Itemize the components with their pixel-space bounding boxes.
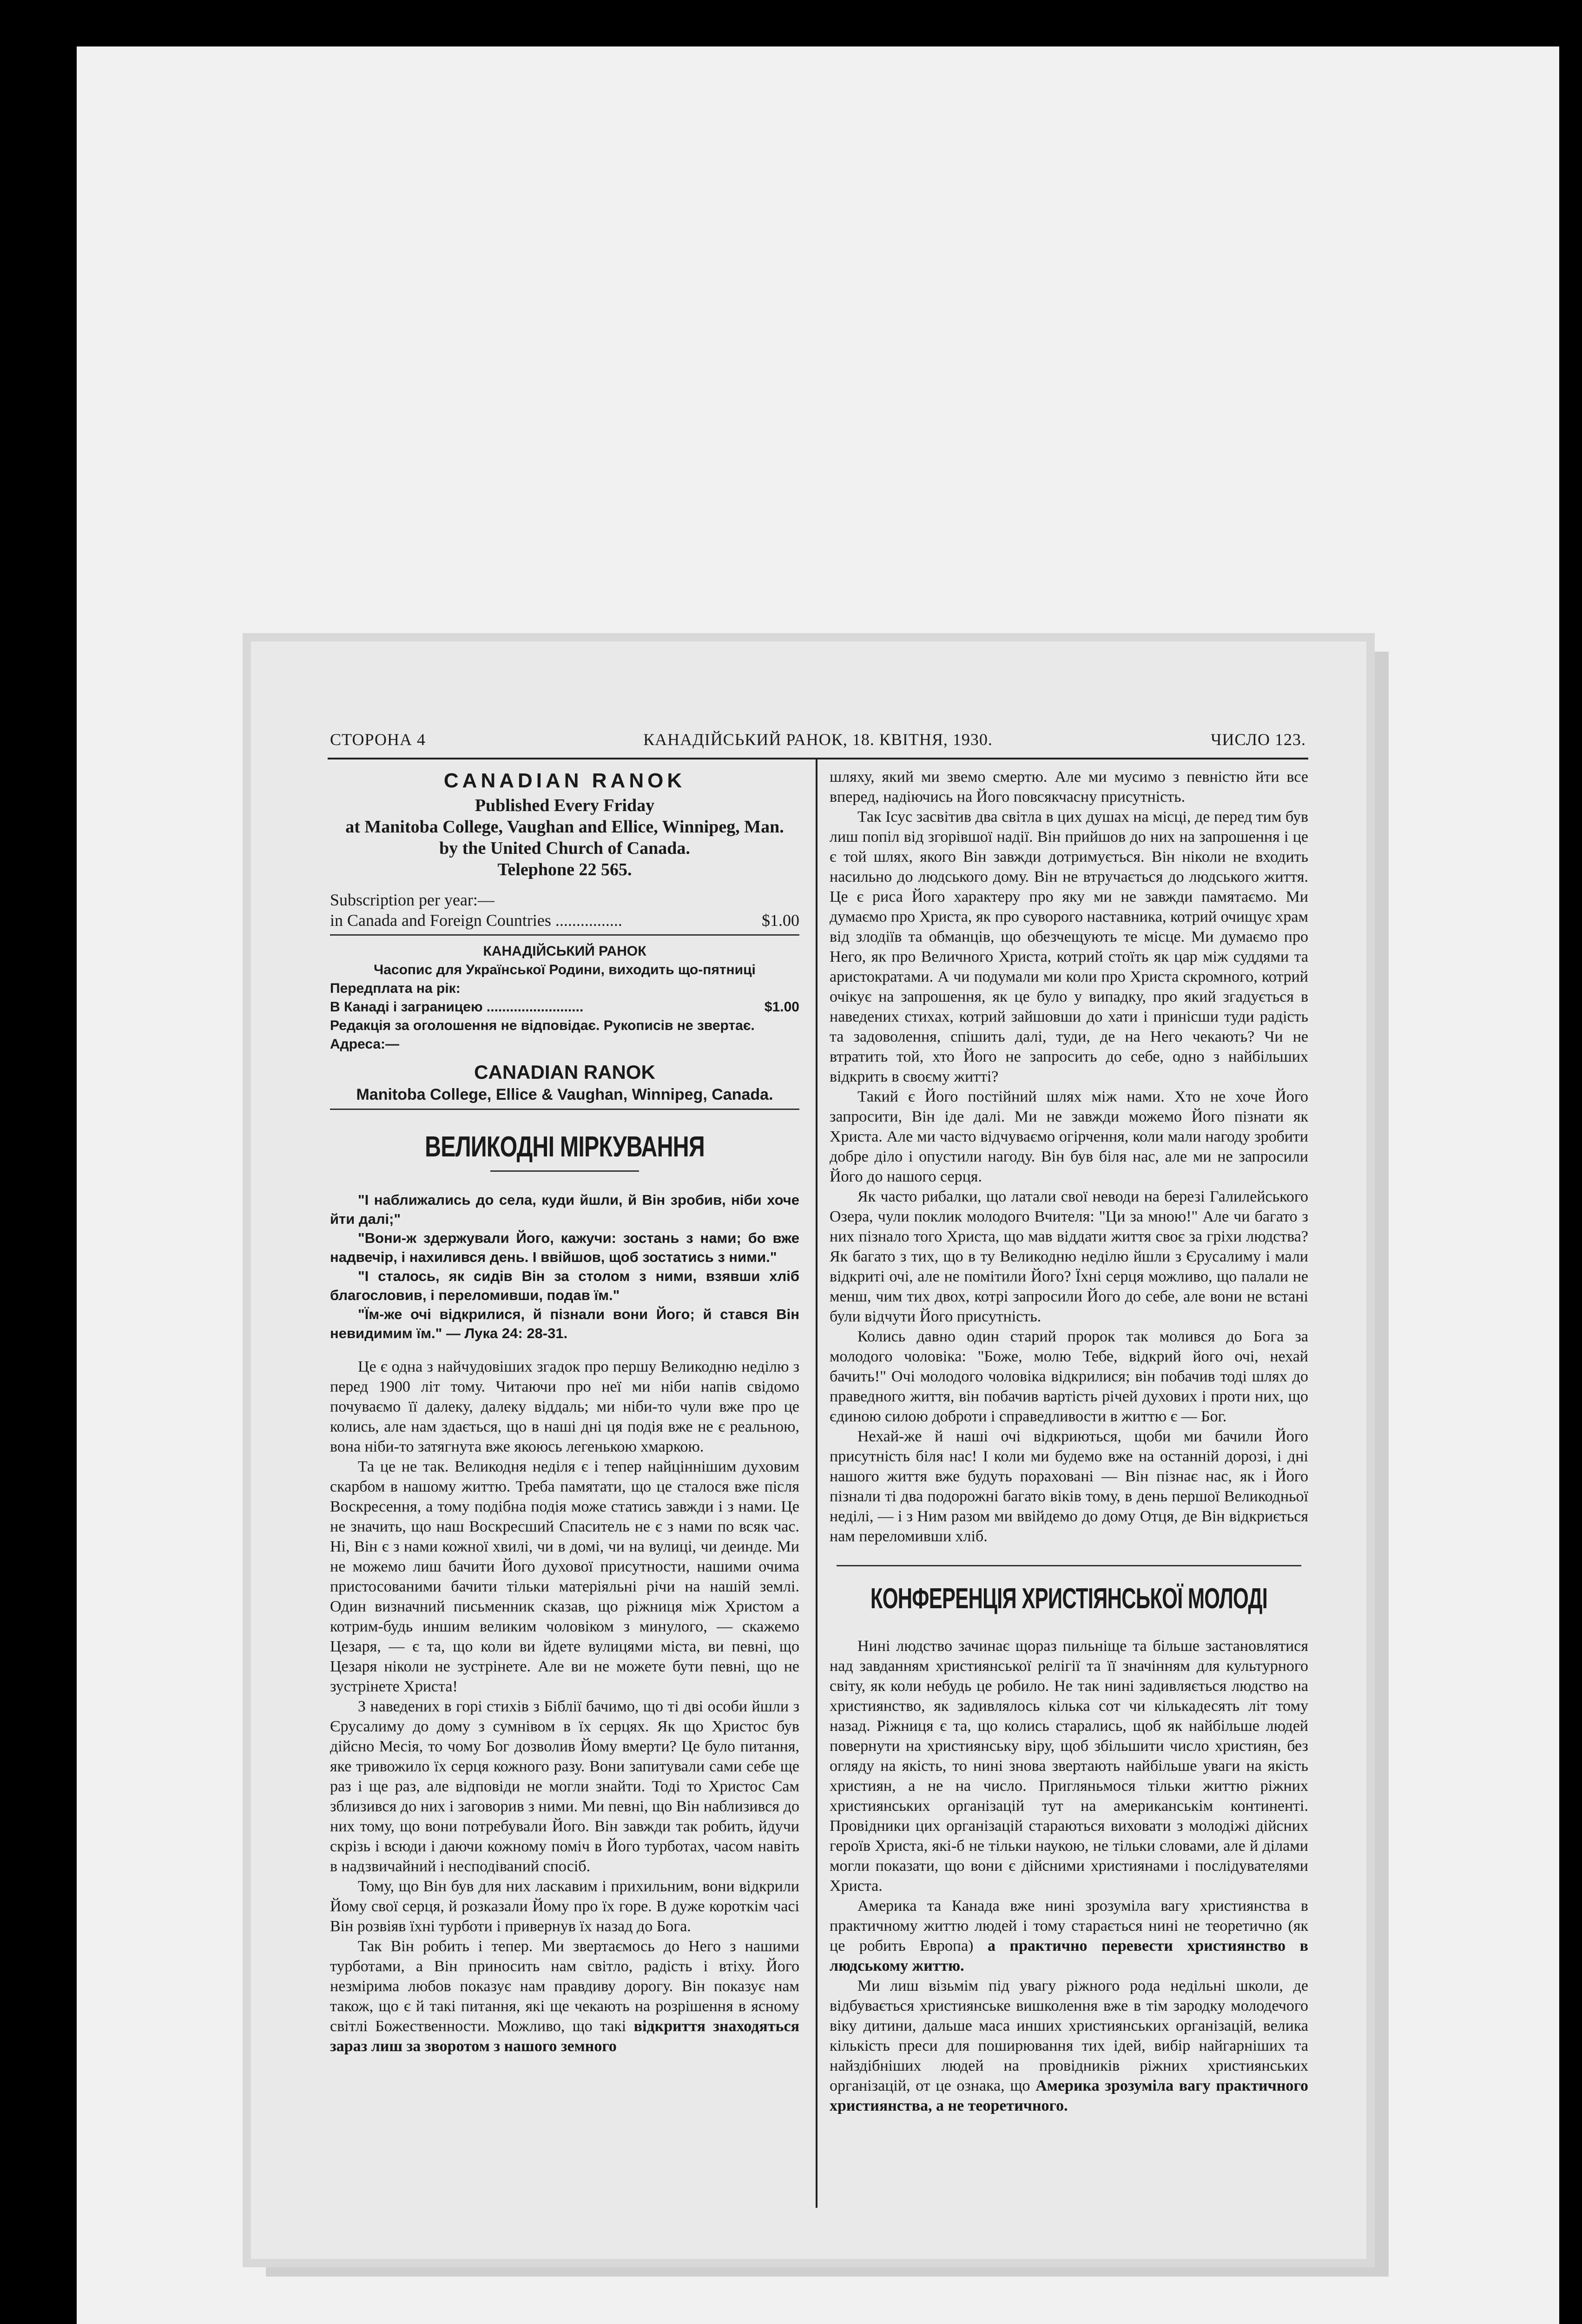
contact-title: CANADIAN RANOK <box>474 1061 655 1083</box>
masthead-rule <box>330 934 799 936</box>
article1-paragraph: Та це не так. Великодня неділя є і тепер найціннішим духовим скарбом в нашому життю. Треба памятати, що це сталося вже після Воскресення, а тому подібна подія може статись завжди і з нами. Це не значить, що наш Воскресший Спаситель не є з нами по всяк час. Ні, Він є з нами кожної хвилі, чи в домі, чи на вулиці, чи деинде. Ми не можемо лиш бачити Його духової присутности, нашими очима пристосованими бачити тільки матеріяльні річи на нашій землі. Один визначний письменник сказав, що ріжниця між Христом а котрим-будь иншим великим чоловіком з минулого, — скажемо Цезаря, — є та, що коли ви йдете вулицями міста, ви певні, що Цезаря ніколи не зустрінете. Але ви не можете бути певні, що не зустрінете Христа! <box>330 1458 799 1695</box>
article2-paragraph <box>830 1976 1308 2116</box>
article2-paragraph <box>830 1896 1308 1976</box>
masthead-telephone: Telephone 22 565. <box>497 860 632 879</box>
masthead-address-1: at Manitoba College, Vaughan and Ellice, Winnipeg, Man. <box>345 817 784 837</box>
header-paper-date: КАНАДІЙСЬКИЙ РАНОК, 18. КВІТНЯ, 1930. <box>643 730 993 749</box>
contact-rule <box>330 1109 799 1110</box>
article1-paragraph: З наведених в горі стихів з Біблії бачимо, що ті дві особи йшли з Єрусалиму до дому з сумнівом в їх серцях. Як що Христос був дійсно Месія, то чому Бог дозволив Йому вмерти? Це було питання, яке тривожило їх серця кожного разу. Вони запитували сами себе ще раз і ще раз, але відповіди не могли знайти. Тоді то Христос Сам зблизився до них і заговорив з ними. Ми певні, що Він наблизився до них тому, що вони потребували Його. Він завжди так робить, йдучи скрізь і всюди і даючи кожному поміч в Його турботах, часом навіть в надзвичайний і несподіваний спосіб. <box>330 1698 799 1875</box>
ua-prepay-price: $1.00 <box>764 999 799 1015</box>
english-masthead <box>330 767 799 880</box>
header-issue-number: ЧИСЛО 123. <box>1211 730 1306 749</box>
article2-paragraph-bold: а практично перевести християнство в людському життю. <box>830 1937 1308 1974</box>
epigraph-verse-4: "Їм-же очі відкрилися, й пізнали вони Його; й стався Він невидимим їм." — Лука 24: 28-31. <box>330 1306 799 1341</box>
article2-paragraph-bold: Америка зрозуміла вагу практичного християнства, а не теоретичного. <box>830 2077 1309 2114</box>
header-rule <box>328 758 1308 759</box>
ua-editorial-note: Редакція за оголошення не відповідає. Рукописів не звертає. <box>330 1018 755 1033</box>
article1-paragraph: Нехай-же й наші очі відкриються, щоби ми бачили Його присутність біля нас! І коли ми будемо вже на останній дорозі, і дні нашого життя вже будуть пораховані — Він пізнає нас, як і Його пізнали ті два подорожні багато віків тому, в день першої Великодньої неділі, — і з Ним разом ми ввійдемо до дому Отця, де Він відкриється нам переломивши хліб. <box>830 1428 1308 1545</box>
epigraph-verse-3: "І сталось, як сидів Він за столом з ними, взявши хліб благословив, і переломивши, подав їм." <box>330 1268 799 1303</box>
article1-continuation: шляху, який ми звемо смертю. Але ми мусимо з певністю йти все вперед, надіючись на Його повсякчасну присутність. <box>830 768 1308 805</box>
article1-epigraph <box>330 1190 799 1343</box>
article2-paragraph-text: Ми лиш візьмім під увагу ріжного рода недільні школи, де відбувається християнське вишколення вже в тім зародку молодечого віку дитини, дальше маса инших християнських організацій, велика кількість преси для поширювання тих ідей, вибір найгарніших та найздібніших людей на провідників ріжних християнських організацій, от це ознака, що <box>830 1977 1308 2094</box>
ua-address-label: Адреса:— <box>330 1037 400 1052</box>
ua-prepay-label: Передплата на рік: <box>330 981 461 996</box>
running-header <box>330 730 1306 758</box>
masthead-title: CANADIAN RANOK <box>443 769 686 792</box>
ua-masthead-title: КАНАДІЙСЬКИЙ РАНОК <box>483 944 646 959</box>
article2-title: КОНФЕРЕНЦІЯ ХРИСТІЯНСЬКОЇ МОЛОДІ <box>870 1583 1268 1615</box>
ua-prepay-region: В Канаді і заграницею ......................... <box>330 999 584 1015</box>
article1-paragraph <box>330 1936 799 2056</box>
article1-paragraph: Тому, що Він був для них ласкавим і прихильним, вони відкрили Йому свої серця, й розказали Йому про їх горе. В дуже короткім часі Він розвіяв їхні турботи і привернув їх назад до Бога. <box>330 1878 799 1935</box>
article2-paragraph-text: Америка та Канада вже нині зрозуміла вагу християнства в практичному життю людей і тому старається нині не теоретично (як це робить Европа) <box>830 1897 1308 1954</box>
article1-title-rule <box>490 1170 639 1172</box>
article1-paragraph-bold: відкриття знаходяться зараз лиш за зворотом з нашого земного <box>330 2018 799 2055</box>
header-page-number: СТОРОНА 4 <box>330 730 426 749</box>
masthead-address-2: by the United Church of Canada. <box>439 838 690 858</box>
article1-paragraph: Як часто рибалки, що латали свої неводи на березі Галилейського Озера, чули поклик молодого Вчителя: "Ци за мною!" Але чи багато з них пізнало того Христа, що мав віддати життя своє за гріхи людства? Як багато з тих, що в ту Великодню неділю йшли з Єрусалиму і мали відкриті очі, але не помітили Його? Їхні серця можливо, що палали не менш, чим тих двох, котрі запросили Його до себе, але вони не встані були відчути Його присутність. <box>830 1188 1308 1325</box>
article1-paragraph-text: Так Він робить і тепер. Ми звертаємось до Него з нашими турботами, а Він приносить нам світло, радість і втіху. Його незмірима любов показує нам правдиву дорогу. Він показує нам також, що є й такі питання, які ще чекають на розрішення в ясному світлі Божественности. Можливо, що такі <box>330 1938 799 2035</box>
left-column <box>330 767 799 2056</box>
subscription-label: Subscription per year:— <box>330 891 494 909</box>
masthead-published: Published Every Friday <box>475 796 655 815</box>
article-divider <box>837 1565 1301 1566</box>
ua-masthead-description: Часопис для Української Родини, виходить що-пятниці <box>374 962 756 977</box>
right-column <box>830 767 1308 2116</box>
article1-paragraph: Це є одна з найчудовіших згадок про першу Великодню неділю з перед 1900 літ тому. Читаючи про неї ми ніби напів свідомо почуваємо її далеку, далеку віддаль; ми ніби-то чули вже про це колись, але нам здається, що в наші дні ця подія вже не є реальною, вона ніби-то затягнута вже якоюсь легенькою хмаркою. <box>330 1358 799 1455</box>
contact-address: Manitoba College, Ellice & Vaughan, Winnipeg, Canada. <box>356 1086 773 1103</box>
article1-title: ВЕЛИКОДНІ МІРКУВАННЯ <box>425 1131 705 1163</box>
article1-paragraph: Колись давно один старий пророк так молився до Бога за молодого чоловіка: "Боже, молю Тебе, відкрий його очі, нехай бачить!" Очі молодого чоловіка відкрилися; він побачив тоді шлях до праведного життя, він побачив вартість річей духових і проти них, що єдиною силою доброти і справедливости в життю є — Бог. <box>830 1328 1308 1425</box>
subscription-price: $1.00 <box>762 911 799 930</box>
ua-prepay-row <box>330 998 799 1017</box>
article1-paragraph: Такий є Його постійний шлях між нами. Хто не хоче Його запросити, Він іде далі. Ми не завжди можемо Його пізнати як Христа. Але ми часто відчуваємо огірчення, коли мали нагоду зробити добре діло і опустили нагоду. Він був біля нас, але ми не запросили Його до нашого серця. <box>830 1088 1308 1185</box>
column-separator <box>816 758 817 2208</box>
article2-paragraph: Нині людство зачинає щораз пильніще та більше застановлятися над завданням християнської релігії та її значінням для культурного світу, як коли небудь це робило. Не так нині задивляється людство на християнство, як задивлялось кілька сот чи кількадесять літ тому назад. Ріжниця є та, що колись старались, щоб як найбільше людей повернути на християнську віру, щоб збільшити число християн, без огляду на якість, то нині знова звертають найбільше уваги на якість християн, а не на число. Пригляньмося тільки життю ріжних християнських організацій тут на американськім континенті. Провідники цих організацій стараються виховати з молодіжі дійсних героїв Христа, які-б не тільки наукою, не тільки словами, але й ділами могли показати, що вони є дійсними християнами і послідувателями Христа. <box>830 1637 1308 1895</box>
subscription-block <box>330 890 799 931</box>
epigraph-verse-2: "Вони-ж здержували Його, кажучи: зостань з нами; бо вже надвечір, і нахилився день. І ввійшов, щоб зостатись з ними." <box>330 1230 799 1265</box>
subscription-region: in Canada and Foreign Countries ................ <box>330 911 622 930</box>
ukrainian-masthead <box>330 942 799 1054</box>
article1-paragraph: Так Ісус засвітив два світла в цих душах на місці, де перед тим був лиш попіл від згорівшої надії. Він прийшов до них на запрошення і це є той шлях, якого Він завжди дотримується. Він ніколи не входить насильно до людського дому. Він не втручається до людського життя. Це є риса Його характеру про яку ми не завжди памятаємо. Ми думаємо про Христа, як про суворого наставника, котрий очищує храм від злодіїв та обманців, що обезчещують те місце. Ми думаємо про Него, як про Величного Христа, котрий стоїть як цар між суддями та аристократами. А чи подумали ми коли про Христа скромного, котрий очікує на запрошення, як це було у випадку, про який згадується в наведених стихах, котрий зайшовши до хати і принісши туди радість та задоволення, спішить далі, туди, де на Него чекають? Чи не втратить той, хто Його не запросить до себе, одно з найбільших відкрить в своєму житті? <box>830 808 1308 1085</box>
epigraph-verse-1: "І наближались до села, куди йшли, й Він зробив, ніби хоче йти далі;" <box>330 1192 799 1227</box>
subscription-row <box>330 910 799 931</box>
newspaper-page <box>251 641 1366 2259</box>
